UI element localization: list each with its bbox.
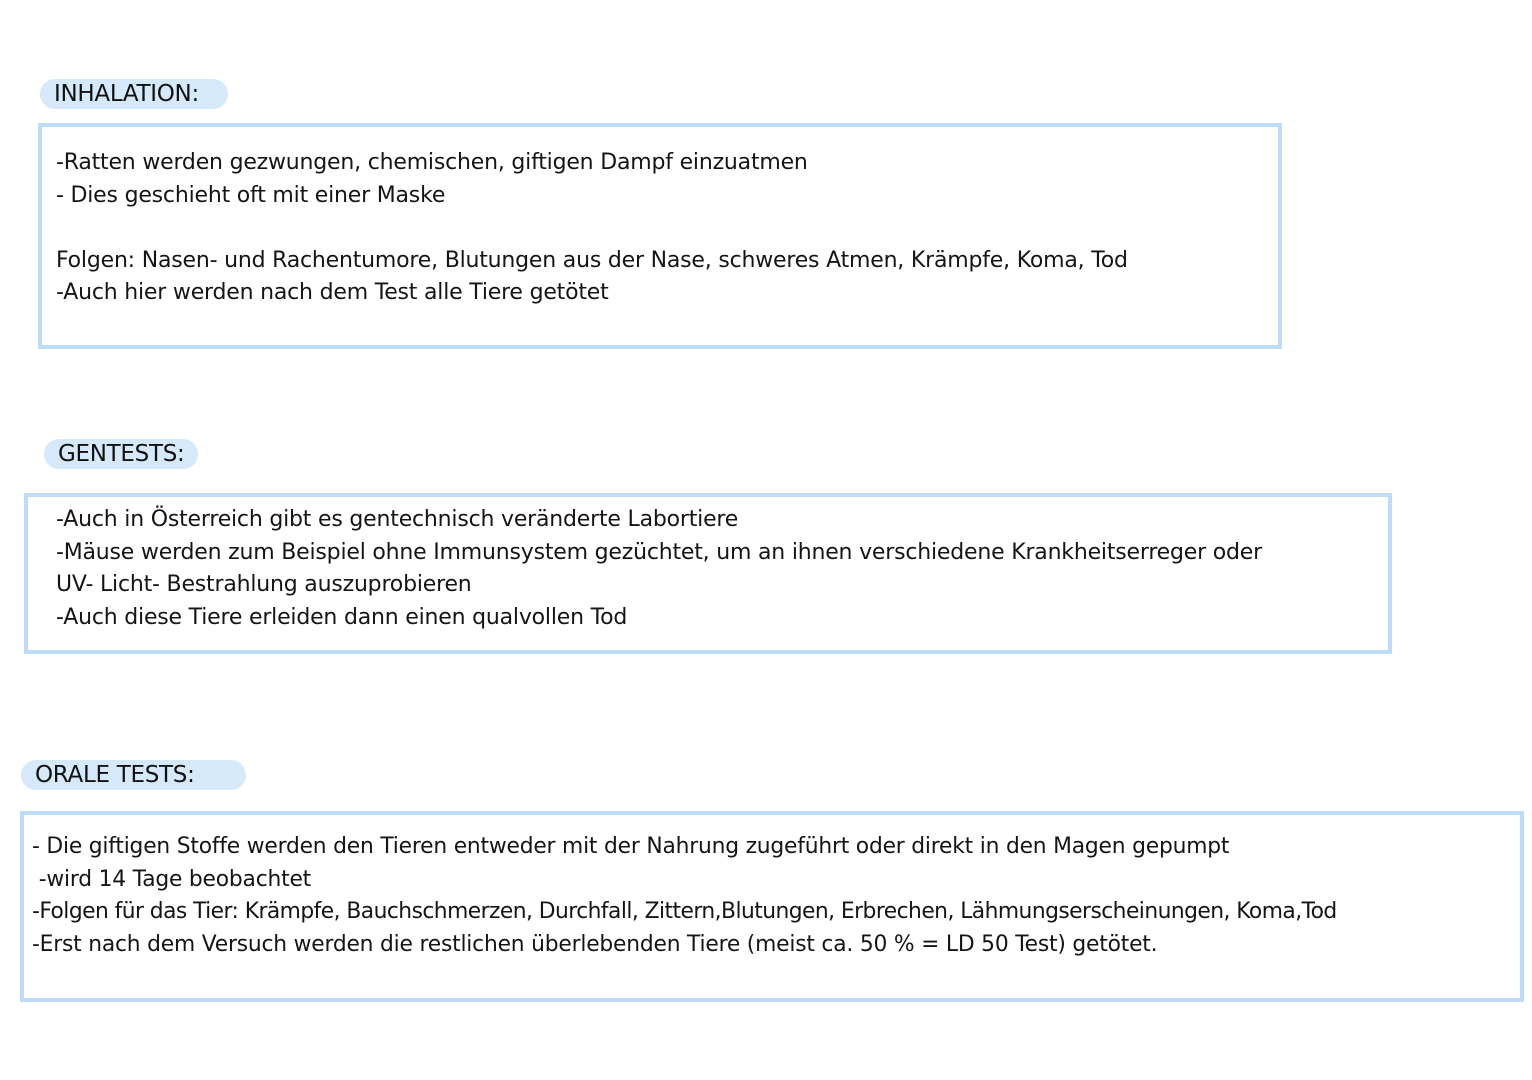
- text-line: Folgen: Nasen- und Rachentumore, Blutungen aus der Nase, schweres Atmen, Krämpfe, Koma, Tod: [56, 247, 1128, 273]
- text-line: -Erst nach dem Versuch werden die restlichen überlebenden Tiere (meist ca. 50 % = LD 50 Test) getötet.: [32, 931, 1158, 957]
- text-line: -Auch diese Tiere erleiden dann einen qualvollen Tod: [56, 604, 628, 630]
- text-box-orale-tests: [20, 811, 1524, 1002]
- text-line: -Mäuse werden zum Beispiel ohne Immunsystem gezüchtet, um an ihnen verschiedene Krankheitserreger oder: [56, 539, 1262, 565]
- text-line: -Ratten werden gezwungen, chemischen, giftigen Dampf einzuatmen: [56, 150, 808, 175]
- section-title-inhalation: INHALATION:: [40, 79, 228, 109]
- text-line: -Auch in Österreich gibt es gentechnisch veränderte Labortiere: [56, 507, 739, 532]
- text-line: -Auch hier werden nach dem Test alle Tiere getötet: [56, 280, 609, 305]
- text-line-blank: [56, 212, 1278, 245]
- text-box-inhalation: [38, 123, 1282, 349]
- text-line: -wird 14 Tage beobachtet: [32, 866, 311, 892]
- section-title-orale-tests: ORALE TESTS:: [21, 760, 246, 790]
- text-line: - Die giftigen Stoffe werden den Tieren entweder mit der Nahrung zugeführt oder direkt in den Magen gepumpt: [32, 834, 1230, 859]
- text-line: -Folgen für das Tier: Krämpfe, Bauchschmerzen, Durchfall, Zittern,Blutungen, Erbrechen, Lähmungserscheinungen, Koma,Tod: [32, 899, 1337, 924]
- text-line: UV- Licht- Bestrahlung auszuprobieren: [56, 572, 472, 597]
- text-line: - Dies geschieht oft mit einer Maske: [56, 182, 446, 208]
- text-box-gentests: [24, 493, 1392, 654]
- section-title-gentests: GENTESTS:: [44, 439, 198, 469]
